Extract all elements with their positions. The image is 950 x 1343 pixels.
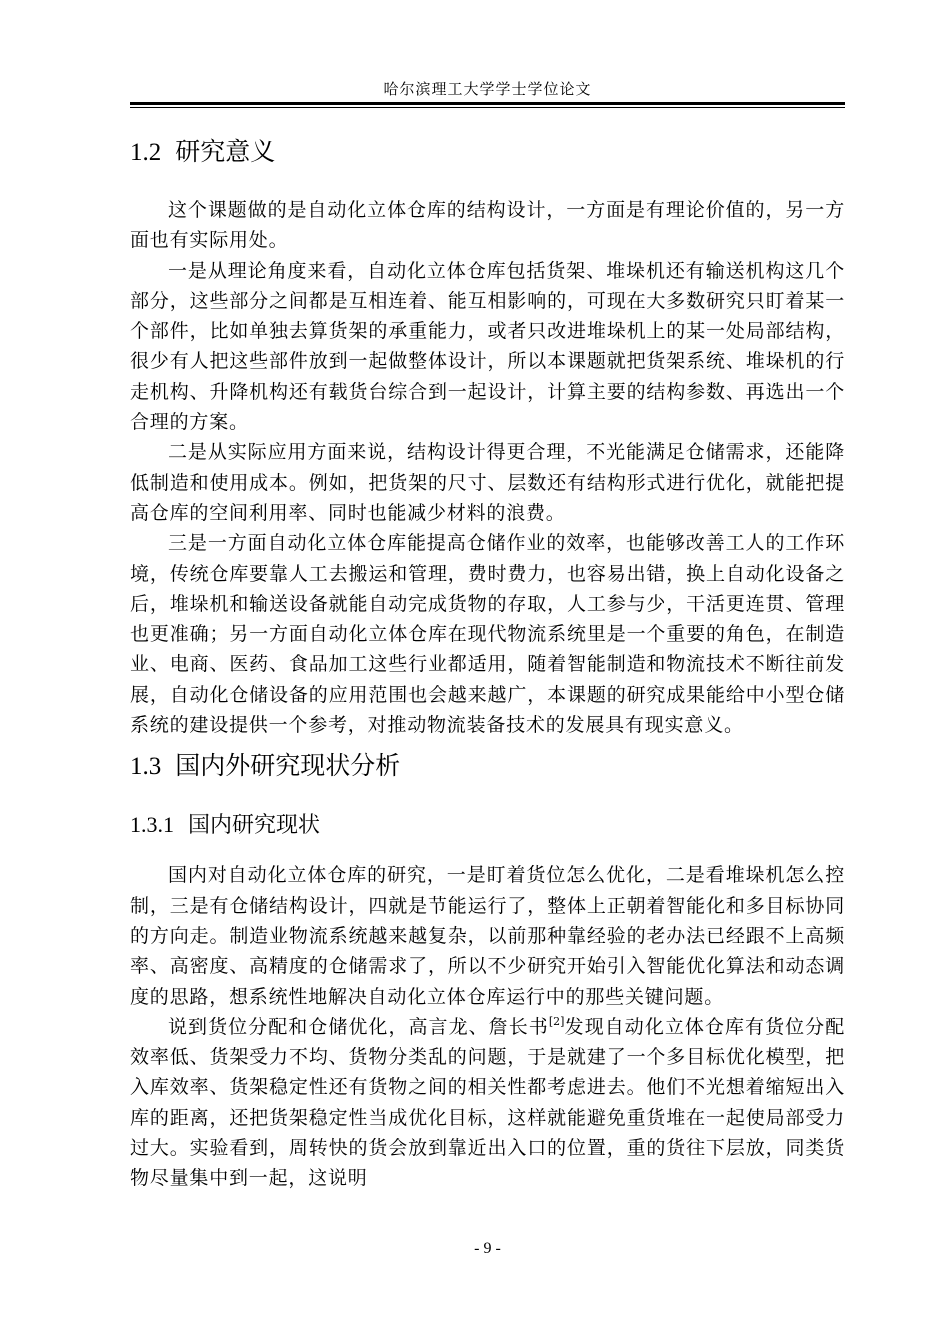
citation-reference[interactable]: [2] <box>548 1014 565 1028</box>
subsection-number: 1.3.1 <box>130 812 174 838</box>
header-rule-thick <box>130 102 845 105</box>
paragraph-text: 说到货位分配和仓储优化，高言龙、詹长书 <box>168 1015 549 1038</box>
subsection-title: 国内研究现状 <box>188 813 321 839</box>
section-number: 1.3 <box>130 753 162 781</box>
page-number: - 9 - <box>474 1240 501 1257</box>
paragraph: 二是从实际应用方面来说，结构设计得更合理，不光能满足仓储需求，还能降低制造和使用成本。例如，把货架的尺寸、层数还有结构形式进行优化，就能把提高仓库的空间利用率、同时也能减少材料的浪费。 <box>130 441 845 524</box>
paragraph <box>130 1012 845 1194</box>
paragraph: 一是从理论角度来看，自动化立体仓库包括货架、堆垛机还有输送机构这几个部分，这些部分之间都是互相连着、能互相影响的，可现在大多数研究只盯着某一个部件，比如单独去算货架的承重能力，或者只改进堆垛机上的某一处局部结构，很少有人把这些部件放到一起做整体设计，所以本课题就把货架系统、堆垛机的行走机构、升降机构还有载货台综合到一起设计，计算主要的结构参数、再选出一个合理的方案。 <box>130 259 845 434</box>
subsection-heading-1-3-1 <box>130 809 845 842</box>
paragraph: 三是一方面自动化立体仓库能提高仓储作业的效率，也能够改善工人的工作环境，传统仓库要靠人工去搬运和管理，费时费力，也容易出错，换上自动化设备之后，堆垛机和输送设备就能自动完成货物的存取，人工参与少，干活更连贯、管理也更准确；另一方面自动化立体仓库在现代物流系统里是一个重要的角色，在制造业、电商、医药、食品加工这些行业都适用，随着智能制造和物流技术不断往前发展，自动化仓储设备的应用范围也会越来越广，本课题的研究成果能给中小型仓储系统的建设提供一个参考，对推动物流装备技术的发展具有现实意义。 <box>130 532 845 737</box>
section-title: 国内外研究现状分析 <box>175 751 401 781</box>
paragraph: 国内对自动化立体仓库的研究，一是盯着货位怎么优化，二是看堆垛机怎么控制，三是有仓储结构设计，四就是节能运行了，整体上正朝着智能化和多目标协同的方向走。制造业物流系统越来越复杂，以前那种靠经验的老办法已经跟不上高频率、高密度、高精度的仓储需求了，所以不少研究开始引入智能优化算法和动态调度的思路，想系统性地解决自动化立体仓库运行中的那些关键问题。 <box>130 864 845 1008</box>
paragraph: 这个课题做的是自动化立体仓库的结构设计，一方面是有理论价值的，另一方面也有实际用处。 <box>130 199 845 252</box>
running-header: 哈尔滨理工大学学士学位论文 <box>383 80 592 98</box>
section-number: 1.2 <box>130 139 162 166</box>
paragraph-text: 发现自动化立体仓库有货位分配效率低、货架受力不均、货物分类乱的问题，于是就建了一个多目标优化模型，把入库效率、货架稳定性还有货物之间的相关性都考虑进去。他们不光想着缩短出入库的距离，还把货架稳定性当成优化目标，这样就能避免重货堆在一起使局部受力过大。实验看到，周转快的货会放到靠近出入口的位置，重的货往下层放，同类货物尽量集中到一起，这说明 <box>130 1015 846 1190</box>
section-heading-1-3 <box>130 748 845 785</box>
section-title: 研究意义 <box>175 137 276 166</box>
header-rule-thin <box>130 107 845 108</box>
page-body <box>130 128 845 1194</box>
section-heading-1-2 <box>130 134 845 171</box>
